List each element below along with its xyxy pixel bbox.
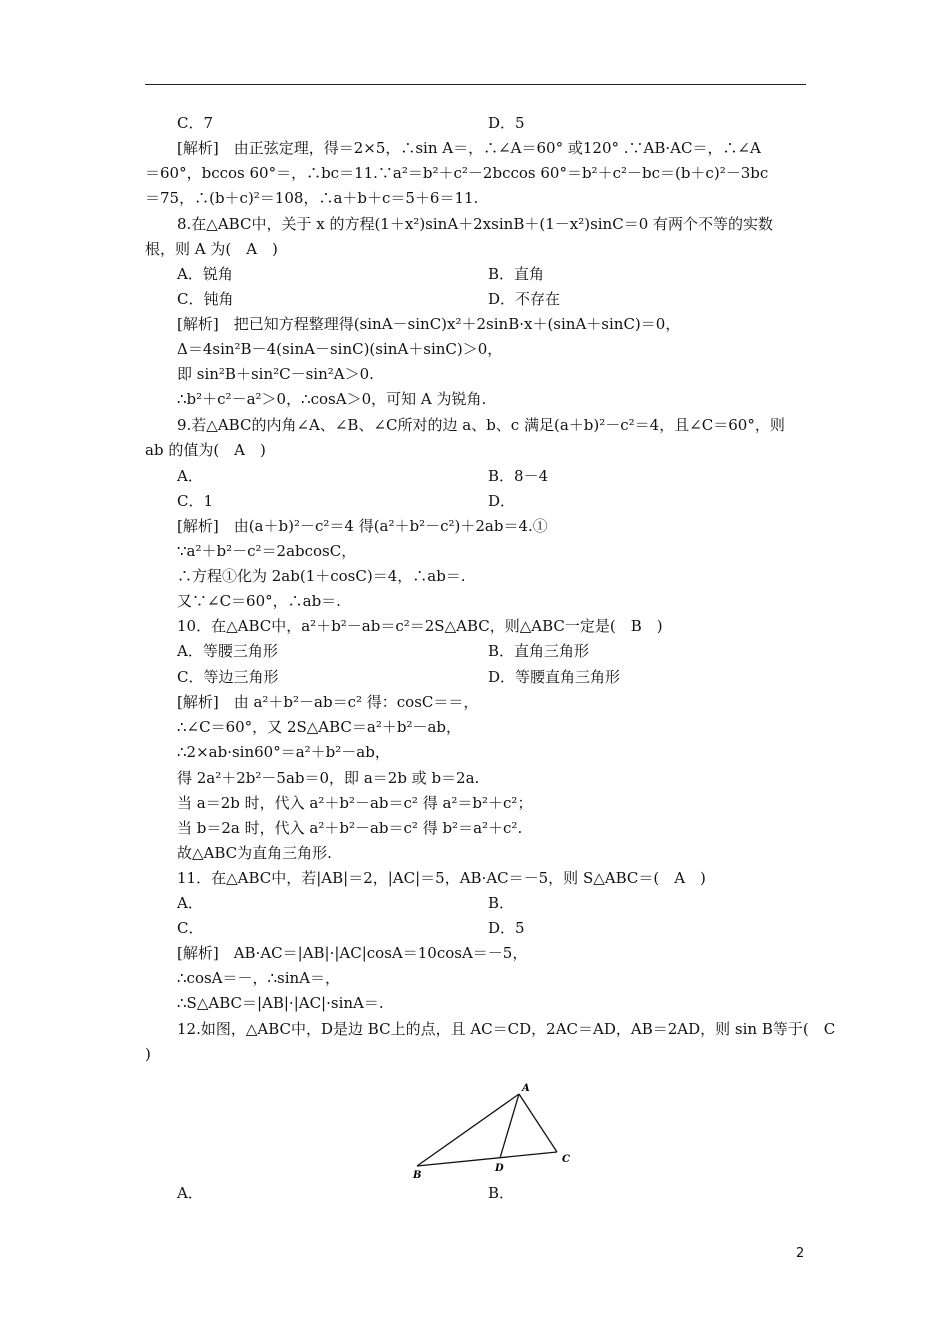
side-bc (417, 1152, 557, 1166)
analysis-line: [解析] 由正弦定理，得＝2×5，∴sin A＝，∴∠A＝60° 或120° .∵AB·AC＝，∴∠A (177, 139, 761, 157)
text-line: 当 a＝2b 时，代入 a²＋b²－ab＝c² 得 a²＝b²＋c²； (177, 794, 533, 812)
text-line: 得 2a²＋2b²－5ab＝0，即 a＝2b 或 b＝2a. (177, 769, 480, 787)
text-line: 即 sin²B＋sin²C－sin²A＞0. (177, 365, 374, 383)
text-line: ∴∠C＝60°，又 2S△ABC＝a²＋b²－ab， (177, 718, 462, 736)
text-line: ∴2×ab·sin60°＝a²＋b²－ab， (177, 743, 390, 761)
side-ab (417, 1094, 519, 1166)
text-line: B．直角三角形 (488, 642, 590, 660)
triangle-figure (405, 1078, 605, 1188)
vertex-label-b: B (413, 1170, 422, 1181)
vertex-label-a: A (522, 1083, 530, 1094)
analysis-line: [解析] 把已知方程整理得(sinA－sinC)x²＋2sinB·x＋(sinA＋sinC)＝0， (177, 315, 681, 333)
text-line: ＝60°，bccos 60°＝，∴bc＝11.∵a²＝b²＋c²－2bccos 60°＝b²＋c²－bc＝(b＋c)²－3bc (145, 164, 769, 182)
page-number: 2 (796, 1246, 805, 1261)
vertex-label-c: C (562, 1154, 570, 1165)
text-line: C． (177, 919, 204, 937)
text-line: 当 b＝2a 时，代入 a²＋b²－ab＝c² 得 b²＝a²＋c². (177, 819, 523, 837)
text-line: A． (177, 1184, 203, 1202)
text-line: D．不存在 (488, 290, 561, 308)
text-line: A．锐角 (177, 265, 233, 283)
text-line: B．8－4 (488, 467, 549, 485)
text-line: Δ＝4sin²B－4(sinA－sinC)(sinA＋sinC)＞0， (177, 340, 503, 358)
text-line: A．等腰三角形 (177, 642, 278, 660)
text-line: ∴b²＋c²－a²＞0，∴cosA＞0，可知 A 为锐角. (177, 390, 487, 408)
vertex-label-d: D (495, 1163, 504, 1174)
text-line: D．5 (488, 114, 525, 132)
text-line: ∵a²＋b²－c²＝2abcosC， (177, 542, 357, 560)
text-line: B． (488, 1184, 515, 1202)
text-line: 9.若△ABC的内角∠A、∠B、∠C所对的边 a、b、c 满足(a＋b)²－c²＝4，且∠C＝60°，则 (177, 416, 785, 434)
analysis-line: [解析] 由 a²＋b²－ab＝c² 得：cosC＝＝， (177, 693, 479, 711)
side-ac (519, 1094, 557, 1152)
text-line: A． (177, 894, 203, 912)
text-line: C．钝角 (177, 290, 234, 308)
analysis-line: [解析] 由(a＋b)²－c²＝4 得(a²＋b²－c²)＋2ab＝4.① (177, 517, 548, 535)
text-line: 又∵∠C＝60°，∴ab＝. (177, 592, 341, 610)
text-line: B．直角 (488, 265, 545, 283)
text-line: ) (145, 1045, 151, 1063)
text-line: ab 的值为( A ) (145, 441, 266, 459)
text-line: 根，则 A 为( A ) (145, 240, 278, 258)
text-line: C．7 (177, 114, 214, 132)
text-line: 12.如图，△ABC中，D是边 BC上的点，且 AC＝CD，2AC＝AD，AB＝2AD，则 sin B等于( C (177, 1020, 836, 1038)
text-line: ∴cosA＝－，∴sinA＝， (177, 969, 341, 987)
text-line: A． (177, 467, 203, 485)
text-line: 10．在△ABC中，a²＋b²－ab＝c²＝2S△ABC，则△ABC一定是( B ) (177, 617, 663, 635)
text-line: B． (488, 894, 515, 912)
analysis-line: [解析] AB·AC＝|AB|·|AC|cosA＝10cosA＝－5， (177, 944, 528, 962)
text-line: D． (488, 492, 516, 510)
text-line: ＝75，∴(b＋c)²＝108，∴a＋b＋c＝5＋6＝11. (145, 189, 479, 207)
header-rule (145, 84, 806, 85)
text-line: ∴S△ABC＝|AB|·|AC|·sinA＝. (177, 994, 384, 1012)
text-line: 故△ABC为直角三角形. (177, 844, 332, 862)
text-line: C．等边三角形 (177, 668, 279, 686)
text-line: 8.在△ABC中，关于 x 的方程(1＋x²)sinA＋2xsinB＋(1－x²)sinC＝0 有两个不等的实数 (177, 215, 774, 233)
text-line: C．1 (177, 492, 214, 510)
segment-ad (500, 1094, 519, 1158)
text-line: D．等腰直角三角形 (488, 668, 621, 686)
text-line: 11．在△ABC中，若|AB|＝2，|AC|＝5，AB·AC＝－5，则 S△ABC＝( A ) (177, 869, 706, 887)
text-line: D．5 (488, 919, 525, 937)
text-line: ∴方程①化为 2ab(1＋cosC)＝4，∴ab＝. (177, 567, 466, 585)
